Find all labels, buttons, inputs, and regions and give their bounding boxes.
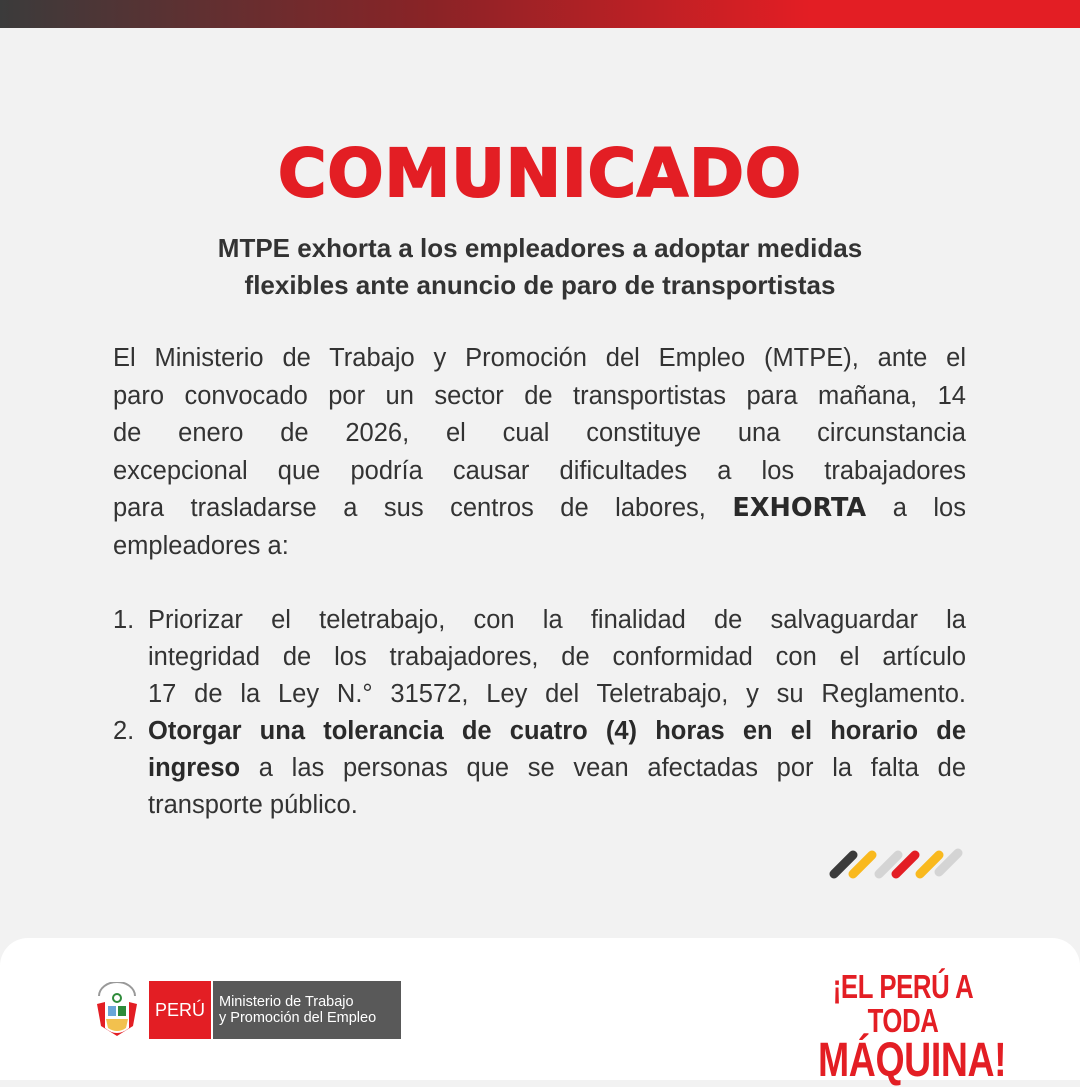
- body-line: excepcional que podría causar dificultades a los trabajadores: [113, 456, 966, 485]
- decorative-stripes: [828, 842, 968, 882]
- list-line: [148, 750, 966, 787]
- slogan: [818, 968, 1007, 1087]
- ministry-line: y Promoción del Empleo: [219, 1010, 377, 1026]
- mtpe-logo: [93, 980, 401, 1040]
- subtitle-line: MTPE exhorta a los empleadores a adoptar medidas: [217, 233, 863, 263]
- body-line: de enero de 2026, el cual constituye una circunstancia: [113, 419, 966, 447]
- top-gradient-bar: [0, 0, 1080, 28]
- coat-of-arms-icon: [93, 982, 141, 1038]
- list-item: [113, 713, 966, 824]
- list-number: 1.: [113, 606, 135, 634]
- exhorta-emphasis: EXHORTA: [732, 493, 867, 523]
- body-line: paro convocado por un sector de transportistas para mañana, 14: [113, 381, 966, 410]
- measures-list: [113, 602, 966, 824]
- list-line: integridad de los trabajadores, de conformidad con el artículo: [148, 643, 966, 671]
- body-line: El Ministerio de Trabajo y Promoción del Empleo (MTPE), ante el: [113, 344, 966, 372]
- bold-text: ingreso: [148, 754, 241, 782]
- list-line: 17 de la Ley N.° 31572, Ley del Teletrabajo, y su Reglamento.: [148, 680, 966, 708]
- slogan-line: MÁQUINA!: [818, 1034, 1007, 1087]
- ministry-name: [213, 981, 401, 1039]
- list-item: [113, 602, 966, 713]
- body-paragraph: [113, 340, 966, 565]
- list-text: a las personas que se vean afectadas por la falta de: [240, 754, 966, 782]
- list-number: 2.: [113, 717, 135, 745]
- bold-text: Otorgar una tolerancia de cuatro (4) horas en el horario de: [148, 717, 966, 745]
- body-line: empleadores a:: [113, 531, 289, 560]
- ministry-line: Ministerio de Trabajo: [219, 994, 354, 1010]
- list-line: transporte público.: [148, 791, 358, 819]
- body-line: [113, 490, 966, 528]
- page-title: COMUNICADO: [277, 135, 802, 212]
- peru-label: PERÚ: [149, 981, 211, 1039]
- subtitle-line: flexibles ante anuncio de paro de transportistas: [244, 270, 836, 300]
- slogan-line: ¡EL PERÚ A TODA: [832, 968, 974, 1039]
- subtitle: [0, 230, 1080, 304]
- body-text: a los: [892, 494, 966, 522]
- body-text: para trasladarse a sus centros de labores,: [113, 494, 706, 522]
- list-line: Priorizar el teletrabajo, con la finalidad de salvaguardar la: [148, 606, 966, 634]
- list-line: [148, 713, 966, 750]
